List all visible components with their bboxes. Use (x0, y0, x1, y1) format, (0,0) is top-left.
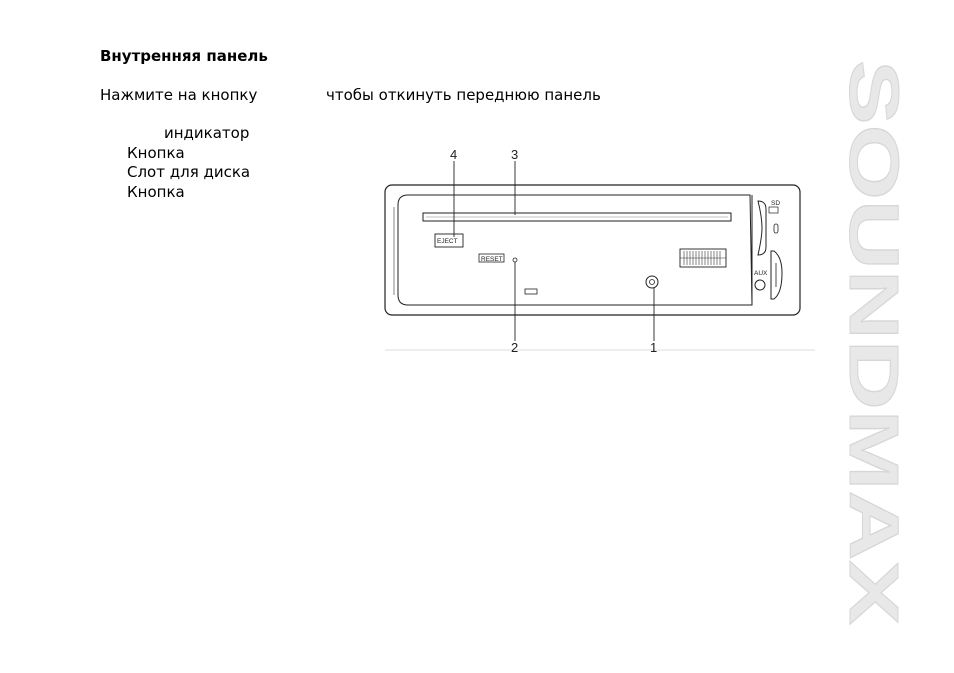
panel-diagram (380, 145, 820, 360)
section-title: Внутренняя панель (100, 47, 268, 65)
item-indicator: индикатор (164, 124, 250, 142)
instruction-right: чтобы откинуть переднюю панель (326, 86, 601, 104)
item-disc-slot: Слот для диска (127, 163, 251, 181)
eject-label: EJECT (437, 238, 458, 245)
item-button-2: Кнопка (127, 183, 185, 201)
callout-3: 3 (511, 147, 519, 162)
instruction-left: Нажмите на кнопку (100, 86, 258, 104)
usb-port-shape (771, 251, 782, 299)
reset-label: RESET (481, 256, 503, 263)
callout-2: 2 (511, 340, 519, 355)
brand-name: SOUNDMAX (835, 60, 913, 469)
inner-panel (398, 195, 752, 305)
sd-slot-shape (758, 201, 766, 255)
aux-jack-shape (755, 280, 765, 290)
indicator-shape (525, 289, 537, 294)
item-button-1: Кнопка (127, 144, 185, 162)
release-button-shape (646, 276, 658, 288)
aux-label: AUX (754, 270, 768, 277)
callout-4: 4 (450, 147, 458, 162)
outer-panel-frame (385, 185, 800, 315)
callout-1: 1 (650, 340, 658, 355)
sd-label: SD (771, 200, 781, 207)
reset-hole (513, 258, 517, 262)
brand-watermark-logo (835, 60, 913, 625)
